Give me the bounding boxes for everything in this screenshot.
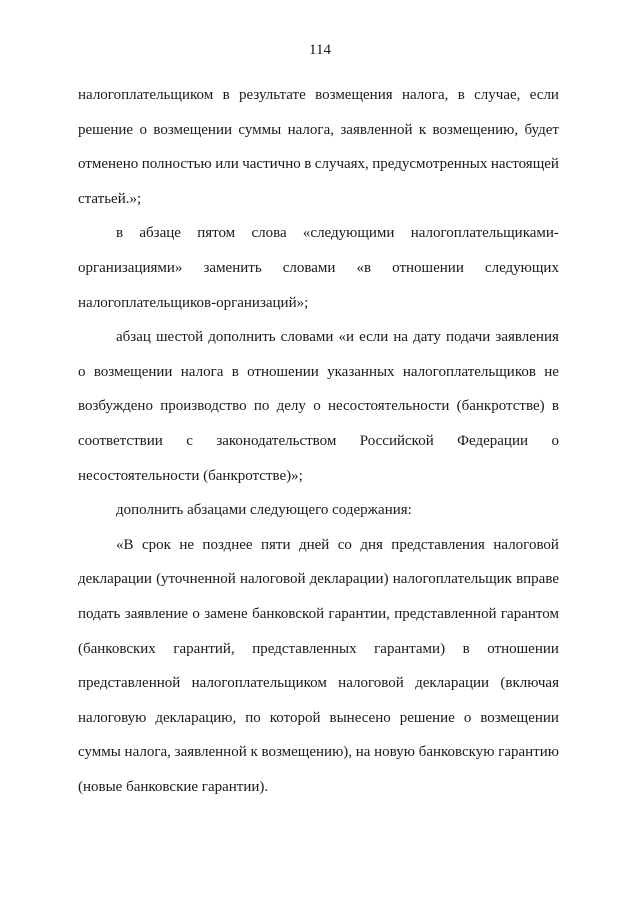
text-line: «В срок не позднее пяти дней со дня представления налоговой — [116, 536, 559, 553]
text-line: налоговую декларацию, по которой вынесено решение о возмещении — [78, 709, 559, 726]
text-line: статьей.»; — [78, 190, 142, 207]
text-line: (банковских гарантий, представленных гарантами) в отношении — [78, 640, 559, 657]
text-line: абзац шестой дополнить словами «и если на дату подачи заявления — [116, 329, 559, 346]
text-line: (новые банковские гарантии). — [78, 778, 269, 795]
text-line: налогоплательщиком в результате возмещения налога, в случае, если — [78, 87, 559, 103]
text-line: о возмещении налога в отношении указанных налогоплательщиков не — [78, 363, 559, 380]
text-line: представленной налогоплательщиком налоговой декларации (включая — [78, 675, 559, 692]
text-line: соответствии с законодательством Российской Федерации о — [78, 432, 559, 449]
text-line: подать заявление о замене банковской гарантии, представленной гарантом — [78, 605, 559, 622]
text-line: налогоплательщиков-организаций»; — [78, 294, 309, 311]
text-line: несостоятельности (банкротстве)»; — [78, 467, 303, 484]
text-line: решение о возмещении суммы налога, заявленной к возмещению, будет — [78, 121, 559, 138]
document-body — [78, 78, 559, 804]
text-line: суммы налога, заявленной к возмещению), на новую банковскую гарантию — [78, 744, 559, 761]
text-line: возбуждено производство по делу о несостоятельности (банкротстве) в — [78, 398, 559, 415]
text-line: организациями» заменить словами «в отношении следующих — [78, 259, 559, 276]
page-number: 114 — [309, 42, 331, 58]
text-line: дополнить абзацами следующего содержания: — [116, 502, 412, 519]
text-line: в абзаце пятом слова «следующими налогоплательщиками- — [116, 225, 559, 242]
text-line: отменено полностью или частично в случаях, предусмотренных настоящей — [78, 156, 559, 173]
text-line: декларации (уточненной налоговой декларации) налогоплательщик вправе — [78, 571, 559, 588]
